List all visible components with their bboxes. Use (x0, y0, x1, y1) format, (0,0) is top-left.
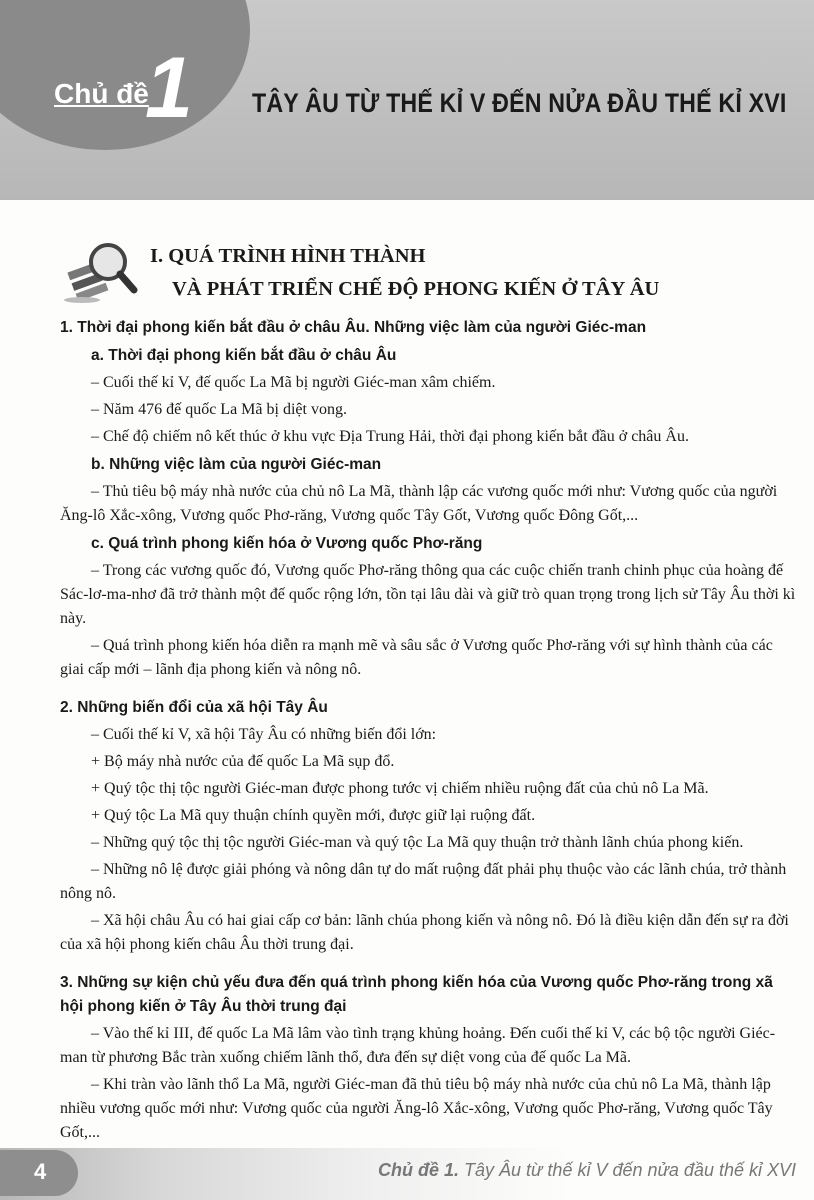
subheading-1c: c. Quá trình phong kiến hóa ở Vương quốc Phơ-răng (91, 535, 483, 552)
topic-label: Chủ đề (54, 78, 149, 109)
heading-3: 3. Những sự kiện chủ yếu đưa đến quá trình phong kiến hóa của Vương quốc Phơ-răng trong xã hội phong kiến ở Tây Âu thời trung đại (60, 974, 773, 1015)
section-heading-line2: VÀ PHÁT TRIỂN CHẾ ĐỘ PHONG KIẾN Ở TÂY ÂU (172, 278, 660, 300)
footer-topic-prefix: Chủ đề 1. (377, 1160, 459, 1180)
subheading-1a: a. Thời đại phong kiến bắt đầu ở châu Âu (91, 347, 397, 364)
content-body (60, 316, 800, 1145)
section-heading-line1: I. QUÁ TRÌNH HÌNH THÀNH (150, 245, 426, 267)
paragraph: – Những nô lệ được giải phóng và nông dân tự do mất ruộng đất phải phụ thuộc vào các lãnh chúa, trở thành nông nô. (60, 861, 787, 902)
paragraph: – Thủ tiêu bộ máy nhà nước của chủ nô La Mã, thành lập các vương quốc mới như: Vương quốc của người Ăng-lô Xắc-xông, Vương quốc Phơ-răng, Vương quốc Tây Gốt, Vương quốc Đông Gốt,... (60, 483, 778, 524)
paragraph: + Bộ máy nhà nước của đế quốc La Mã sụp đổ. (91, 753, 395, 770)
paragraph: – Vào thế kỉ III, đế quốc La Mã lâm vào tình trạng khủng hoảng. Đến cuối thế kỉ V, các bộ tộc người Giéc-man từ phương Bắc tràn xuống chiếm lãnh thổ, đưa đến sự diệt vong của đế quốc La Mã. (60, 1025, 776, 1066)
paragraph: – Khi tràn vào lãnh thổ La Mã, người Giéc-man đã thủ tiêu bộ máy nhà nước của chủ nô La Mã, thành lập nhiều vương quốc mới như: Vương quốc của người Ăng-lô Xắc-xông, Vương quốc Phơ-răng, Vương quốc Tây Gốt,... (60, 1076, 773, 1141)
paragraph: – Xã hội châu Âu có hai giai cấp cơ bản: lãnh chúa phong kiến và nông nô. Đó là điều kiện dẫn đến sự ra đời của xã hội phong kiến châu Âu thời trung đại. (60, 912, 789, 953)
paragraph: – Chế độ chiếm nô kết thúc ở khu vực Địa Trung Hải, thời đại phong kiến bắt đầu ở châu Âu. (91, 428, 689, 445)
subheading-1b: b. Những việc làm của người Giéc-man (91, 456, 382, 473)
paragraph: – Quá trình phong kiến hóa diễn ra mạnh mẽ và sâu sắc ở Vương quốc Phơ-răng với sự hình thành của các giai cấp mới – lãnh địa phong kiến và nông nô. (60, 637, 773, 678)
heading-1: 1. Thời đại phong kiến bắt đầu ở châu Âu. Những việc làm của người Giéc-man (60, 319, 647, 336)
section-heading (150, 240, 659, 306)
paragraph: – Năm 476 đế quốc La Mã bị diệt vong. (91, 401, 347, 418)
paragraph: – Cuối thế kỉ V, xã hội Tây Âu có những biến đổi lớn: (91, 726, 437, 743)
footer-topic-title: Tây Âu từ thế kỉ V đến nửa đầu thế kỉ XVI (464, 1160, 796, 1180)
heading-2: 2. Những biến đổi của xã hội Tây Âu (60, 699, 328, 716)
topic-number: 1 (145, 40, 193, 136)
paragraph: – Cuối thế kỉ V, đế quốc La Mã bị người Giéc-man xâm chiếm. (91, 374, 496, 391)
magnifier-books-icon (62, 238, 140, 304)
paragraph: + Quý tộc thị tộc người Giéc-man được phong tước vị chiếm nhiều ruộng đất của chủ nô La Mã. (91, 780, 709, 797)
paragraph: – Những quý tộc thị tộc người Giéc-man và quý tộc La Mã quy thuận trở thành lãnh chúa phong kiến. (91, 834, 744, 851)
paragraph: + Quý tộc La Mã quy thuận chính quyền mới, được giữ lại ruộng đất. (91, 807, 536, 824)
running-footer (378, 1160, 796, 1181)
page-number: 4 (34, 1159, 47, 1184)
chapter-title: TÂY ÂU TỪ THẾ KỈ V ĐẾN NỬA ĐẦU THẾ KỈ XVI (252, 88, 787, 118)
paragraph: – Trong các vương quốc đó, Vương quốc Phơ-răng thông qua các cuộc chiến tranh chinh phục của hoàng đế Sác-lơ-ma-nhơ đã trở thành một đế quốc rộng lớn, tồn tại lâu dài và giữ trò quan trọng trong lịch sử Tây Âu thời kì này. (60, 562, 796, 627)
